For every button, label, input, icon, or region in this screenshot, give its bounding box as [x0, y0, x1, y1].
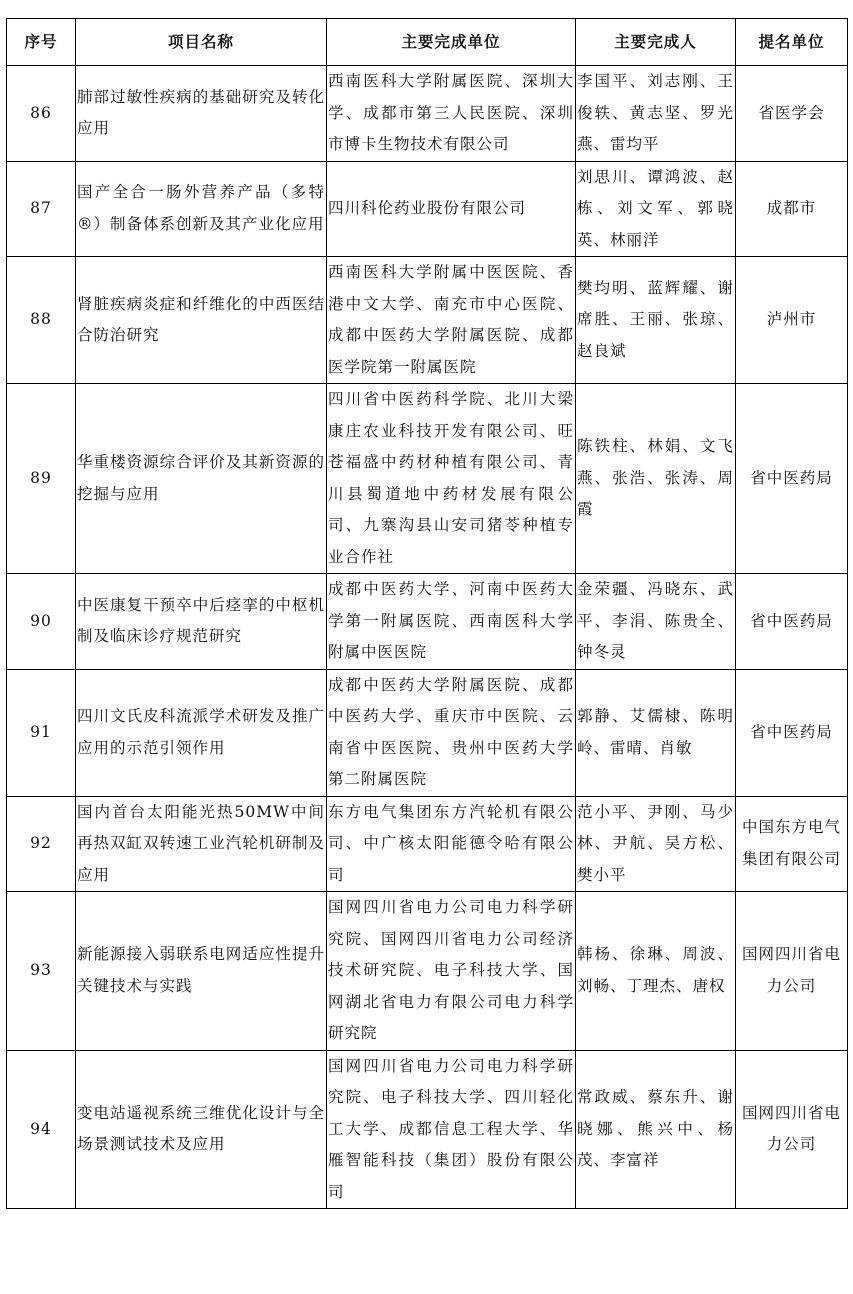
completing-people: 郭静、艾儒棣、陈明岭、雷晴、肖敏	[576, 669, 736, 796]
project-name: 四川文氏皮科流派学术研发及推广应用的示范引领作用	[76, 669, 327, 796]
header-nominator: 提名单位	[736, 19, 848, 66]
awards-table	[6, 18, 848, 1209]
completing-units: 四川科伦药业股份有限公司	[327, 161, 576, 257]
completing-units: 成都中医药大学、河南中医药大学第一附属医院、西南医科大学附属中医医院	[327, 574, 576, 670]
completing-units: 西南医科大学附属医院、深圳大学、成都市第三人民医院、深圳市博卡生物技术有限公司	[327, 66, 576, 162]
table-row	[7, 892, 848, 1051]
table-row	[7, 257, 848, 384]
table-row	[7, 66, 848, 162]
row-number: 94	[7, 1050, 76, 1209]
header-number: 序号	[7, 19, 76, 66]
completing-units: 四川省中医药科学院、北川大梁康庄农业科技开发有限公司、旺苍福盛中药材种植有限公司、青川县蜀道地中药材发展有限公司、九寨沟县山安司猪苓种植专业合作社	[327, 384, 576, 574]
header-project: 项目名称	[76, 19, 327, 66]
completing-people: 李国平、刘志刚、王俊轶、黄志坚、罗光燕、雷均平	[576, 66, 736, 162]
row-number: 93	[7, 892, 76, 1051]
nominating-unit: 中国东方电气集团有限公司	[736, 796, 848, 892]
project-name: 中医康复干预卒中后痉挛的中枢机制及临床诊疗规范研究	[76, 574, 327, 670]
completing-people: 樊均明、蓝辉耀、谢席胜、王丽、张琼、赵良斌	[576, 257, 736, 384]
project-name: 国产全合一肠外营养产品（多特®）制备体系创新及其产业化应用	[76, 161, 327, 257]
row-number: 89	[7, 384, 76, 574]
completing-units: 成都中医药大学附属医院、成都中医药大学、重庆市中医院、云南省中医医院、贵州中医药大学第二附属医院	[327, 669, 576, 796]
table-row	[7, 1050, 848, 1209]
nominating-unit: 省中医药局	[736, 669, 848, 796]
completing-people: 范小平、尹刚、马少林、尹航、吴方松、樊小平	[576, 796, 736, 892]
header-row	[7, 19, 848, 66]
project-name: 新能源接入弱联系电网适应性提升关键技术与实践	[76, 892, 327, 1051]
nominating-unit: 成都市	[736, 161, 848, 257]
project-name: 国内首台太阳能光热50MW中间再热双缸双转速工业汽轮机研制及应用	[76, 796, 327, 892]
table-row	[7, 384, 848, 574]
completing-people: 陈铁柱、林娟、文飞燕、张浩、张涛、周霞	[576, 384, 736, 574]
table-row	[7, 796, 848, 892]
project-name: 华重楼资源综合评价及其新资源的挖掘与应用	[76, 384, 327, 574]
table-row	[7, 574, 848, 670]
completing-units: 国网四川省电力公司电力科学研究院、国网四川省电力公司经济技术研究院、电子科技大学、国网湖北省电力有限公司电力科学研究院	[327, 892, 576, 1051]
row-number: 88	[7, 257, 76, 384]
table-row	[7, 669, 848, 796]
row-number: 86	[7, 66, 76, 162]
header-units: 主要完成单位	[327, 19, 576, 66]
nominating-unit: 省中医药局	[736, 574, 848, 670]
project-name: 肾脏疾病炎症和纤维化的中西医结合防治研究	[76, 257, 327, 384]
nominating-unit: 泸州市	[736, 257, 848, 384]
completing-people: 常政威、蔡东升、谢晓娜、熊兴中、杨茂、李富祥	[576, 1050, 736, 1209]
project-name: 肺部过敏性疾病的基础研究及转化应用	[76, 66, 327, 162]
project-name: 变电站遥视系统三维优化设计与全场景测试技术及应用	[76, 1050, 327, 1209]
row-number: 87	[7, 161, 76, 257]
completing-units: 东方电气集团东方汽轮机有限公司、中广核太阳能德令哈有限公司	[327, 796, 576, 892]
header-people: 主要完成人	[576, 19, 736, 66]
table-row	[7, 161, 848, 257]
completing-units: 西南医科大学附属中医医院、香港中文大学、南充市中心医院、成都中医药大学附属医院、成都医学院第一附属医院	[327, 257, 576, 384]
nominating-unit: 省中医药局	[736, 384, 848, 574]
nominating-unit: 国网四川省电力公司	[736, 1050, 848, 1209]
row-number: 91	[7, 669, 76, 796]
completing-people: 刘思川、谭鸿波、赵栋、刘文军、郭晓英、林丽洋	[576, 161, 736, 257]
completing-people: 韩杨、徐琳、周波、刘畅、丁理杰、唐权	[576, 892, 736, 1051]
nominating-unit: 国网四川省电力公司	[736, 892, 848, 1051]
completing-units: 国网四川省电力公司电力科学研究院、电子科技大学、四川轻化工大学、成都信息工程大学、华雁智能科技（集团）股份有限公司	[327, 1050, 576, 1209]
row-number: 90	[7, 574, 76, 670]
completing-people: 金荣疆、冯晓东、武平、李涓、陈贵全、钟冬灵	[576, 574, 736, 670]
nominating-unit: 省医学会	[736, 66, 848, 162]
row-number: 92	[7, 796, 76, 892]
